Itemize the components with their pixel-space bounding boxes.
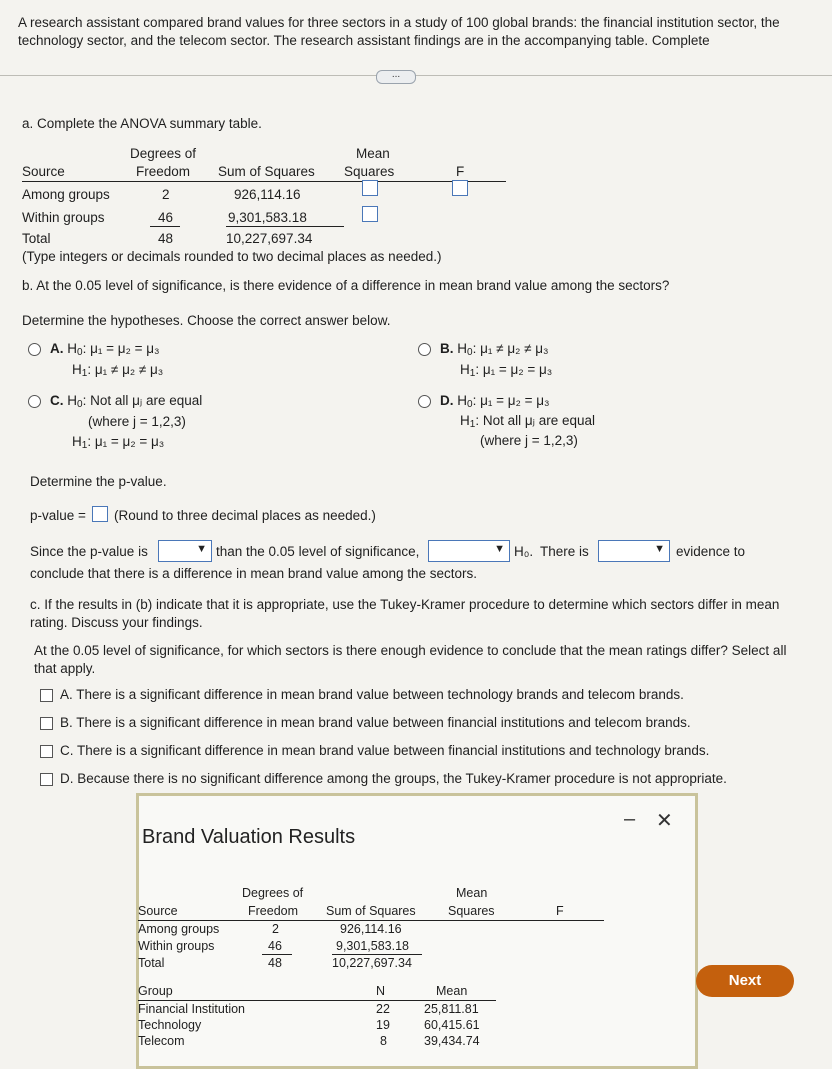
p-header-ss: Sum of Squares <box>326 904 416 918</box>
header-df-top: Degrees of <box>130 146 197 161</box>
p-df-total-rule <box>262 954 292 955</box>
option-a-radio[interactable] <box>28 343 41 356</box>
row-among-source: Among groups <box>22 187 110 202</box>
option-b-h0: μ₁ ≠ μ₂ ≠ μ₃ <box>480 341 549 356</box>
option-d-h1: Not all μⱼ are equal <box>482 413 596 428</box>
p-row-total-df: 48 <box>268 956 282 970</box>
header-rule <box>22 181 506 182</box>
minimize-icon[interactable]: – <box>624 808 636 830</box>
next-button[interactable]: Next <box>696 965 794 997</box>
part-c-question-1: At the 0.05 level of significance, for which sectors is there enough evidence to conclude that the mean ratings differ? Select all <box>34 643 787 658</box>
option-d-radio[interactable] <box>418 395 431 408</box>
part-c-prompt-1: c. If the results in (b) indicate that it is appropriate, use the Tukey-Kramer procedure to determine which sectors differ in mean <box>30 597 780 612</box>
group-row-mean: 60,415.61 <box>424 1018 480 1032</box>
divider <box>0 75 832 76</box>
p-row-within-source: Within groups <box>138 939 215 953</box>
p-ss-total-rule <box>332 954 422 955</box>
p-row-within-df: 46 <box>268 939 282 953</box>
h0-label: H₀. <box>514 544 534 559</box>
group-row-n: 22 <box>376 1002 390 1016</box>
part-a-prompt: a. Complete the ANOVA summary table. <box>22 116 262 131</box>
choice-a[interactable]: A. There is a significant difference in mean brand value between technology brands and telecom brands. <box>60 687 684 702</box>
option-c-h1: μ₁ = μ₂ = μ₃ <box>94 434 165 449</box>
header-source: Source <box>22 164 65 179</box>
row-total-df: 48 <box>158 231 174 246</box>
option-c-h1-line: $H_1$: μ₁ = μ₂ = μ₃ <box>72 434 165 451</box>
p-row-among-ss: 926,114.16 <box>340 922 402 936</box>
p-row-total-ss: 10,227,697.34 <box>332 956 412 970</box>
group-row-name: Technology <box>138 1018 202 1032</box>
option-a[interactable]: A. $H_0$: μ₁ = μ₂ = μ₃ <box>50 341 160 358</box>
group-row-mean: 25,811.81 <box>424 1002 479 1016</box>
hypotheses-prompt: Determine the hypotheses. Choose the correct answer below. <box>22 313 391 328</box>
option-b-h1-line: $H_1$: μ₁ = μ₂ = μ₃ <box>460 362 553 379</box>
group-row-name: Telecom <box>138 1034 185 1048</box>
pvalue-label: p-value = <box>30 508 86 523</box>
row-among-df: 2 <box>162 187 170 202</box>
p-row-among-df: 2 <box>272 922 279 936</box>
since-text-2: than the 0.05 level of significance, <box>216 544 420 559</box>
option-c-radio[interactable] <box>28 395 41 408</box>
part-b-prompt: b. At the 0.05 level of significance, is there evidence of a difference in mean brand value among the sectors? <box>22 278 670 293</box>
header-ms-top: Mean <box>356 146 390 161</box>
p-header-f: F <box>556 904 564 918</box>
option-d-h1-line: $H_1$: Not all μⱼ are equal <box>460 413 596 430</box>
group-row-name: Financial Institution <box>138 1002 246 1016</box>
mean-header: Mean <box>436 984 468 998</box>
decision-dropdown[interactable] <box>428 540 510 562</box>
since-text-4: evidence to <box>676 544 746 559</box>
header-ss: Sum of Squares <box>218 164 315 179</box>
pvalue-hint: (Round to three decimal places as needed.) <box>114 508 376 523</box>
p-row-among-source: Among groups <box>138 922 220 936</box>
p-header-df-top: Degrees of <box>242 886 304 900</box>
p-header-df-bottom: Freedom <box>248 904 299 918</box>
header-df-bottom: Freedom <box>136 164 191 179</box>
popup-title: Brand Valuation Results <box>142 826 356 848</box>
group-row-n: 19 <box>376 1018 390 1032</box>
row-among-ss: 926,114.16 <box>234 187 301 202</box>
part-c-prompt-2: rating. Discuss your findings. <box>30 615 203 630</box>
p-header-rule <box>138 920 604 921</box>
option-d-letter: D. <box>440 393 454 408</box>
option-c-where: (where j = 1,2,3) <box>88 414 186 429</box>
group-row-n: 8 <box>380 1034 387 1048</box>
option-b-radio[interactable] <box>418 343 431 356</box>
option-d-where: (where j = 1,2,3) <box>480 433 578 448</box>
within-ms-input[interactable] <box>362 206 378 222</box>
option-b-h1: μ₁ = μ₂ = μ₃ <box>482 362 553 377</box>
choice-c[interactable]: C. There is a significant difference in mean brand value between financial institutions and technology brands. <box>60 743 710 758</box>
option-a-h1-line: $H_1$: μ₁ ≠ μ₂ ≠ μ₃ <box>72 362 164 379</box>
option-c-letter: C. <box>50 393 64 408</box>
group-header-rule <box>138 1000 496 1001</box>
pvalue-prompt: Determine the p-value. <box>30 474 167 489</box>
header-ms-bottom: Squares <box>344 164 395 179</box>
header-f: F <box>456 164 465 179</box>
group-row-mean: 39,434.74 <box>424 1034 480 1048</box>
ss-total-rule <box>226 226 344 227</box>
option-a-h1: μ₁ ≠ μ₂ ≠ μ₃ <box>94 362 164 377</box>
p-header-ms-top: Mean <box>456 886 488 900</box>
p-header-source: Source <box>138 904 178 918</box>
option-b[interactable]: B. $H_0$: μ₁ ≠ μ₂ ≠ μ₃ <box>440 341 549 358</box>
row-within-source: Within groups <box>22 210 105 225</box>
option-b-letter: B. <box>440 341 454 356</box>
df-total-rule <box>150 226 180 227</box>
dropdown-arrow-icon: ▼ <box>654 543 665 555</box>
comparison-dropdown[interactable] <box>158 540 212 562</box>
option-c-h0: Not all μⱼ are equal <box>90 393 203 408</box>
group-header: Group <box>138 984 173 998</box>
f-input[interactable] <box>452 180 468 196</box>
row-within-ss: 9,301,583.18 <box>228 210 307 225</box>
since-text-3: There is <box>540 544 589 559</box>
since-text-5: conclude that there is a difference in mean brand value among the sectors. <box>30 566 478 581</box>
popup-group-table <box>138 984 496 1050</box>
option-a-h0: μ₁ = μ₂ = μ₃ <box>90 341 160 356</box>
row-total-ss: 10,227,697.34 <box>226 231 313 246</box>
pvalue-input[interactable] <box>92 506 108 522</box>
dropdown-arrow-icon: ▼ <box>494 543 505 555</box>
since-text-1: Since the p-value is <box>30 544 148 559</box>
choice-b-checkbox[interactable] <box>40 717 53 730</box>
n-header: N <box>376 984 386 998</box>
expand-more-button[interactable]: ... <box>376 70 416 84</box>
choice-a-checkbox[interactable] <box>40 689 53 702</box>
anova-table <box>22 146 506 250</box>
among-ms-input[interactable] <box>362 180 378 196</box>
close-icon[interactable]: ✕ <box>656 810 673 832</box>
choice-c-checkbox[interactable] <box>40 745 53 758</box>
p-header-ms-bottom: Squares <box>448 904 495 918</box>
choice-d[interactable]: D. Because there is no significant difference among the groups, the Tukey-Kramer procedure is not appropriate. <box>60 771 727 786</box>
dropdown-arrow-icon: ▼ <box>196 543 207 555</box>
option-d[interactable]: D. $H_0$: μ₁ = μ₂ = μ₃ <box>440 393 550 410</box>
option-d-h0: μ₁ = μ₂ = μ₃ <box>480 393 550 408</box>
part-c-question-2: that apply. <box>34 661 96 676</box>
rounding-note: (Type integers or decimals rounded to two decimal places as needed.) <box>22 249 442 264</box>
choice-d-checkbox[interactable] <box>40 773 53 786</box>
p-row-total-source: Total <box>138 956 165 970</box>
p-row-within-ss: 9,301,583.18 <box>336 939 409 953</box>
option-c[interactable]: C. $H_0$: Not all μⱼ are equal <box>50 393 203 410</box>
popup-anova-table <box>138 886 604 976</box>
option-a-letter: A. <box>50 341 64 356</box>
row-total-source: Total <box>22 231 51 246</box>
evidence-dropdown[interactable] <box>598 540 670 562</box>
choice-b[interactable]: B. There is a significant difference in mean brand value between financial institutions and telecom brands. <box>60 715 691 730</box>
problem-intro: A research assistant compared brand values for three sectors in a study of 100 global brands: the financial institution sector, the technology sector, and the telecom sector. The research assistant findings are in the accompanying table. Complete <box>18 15 780 48</box>
row-within-df: 46 <box>158 210 174 225</box>
